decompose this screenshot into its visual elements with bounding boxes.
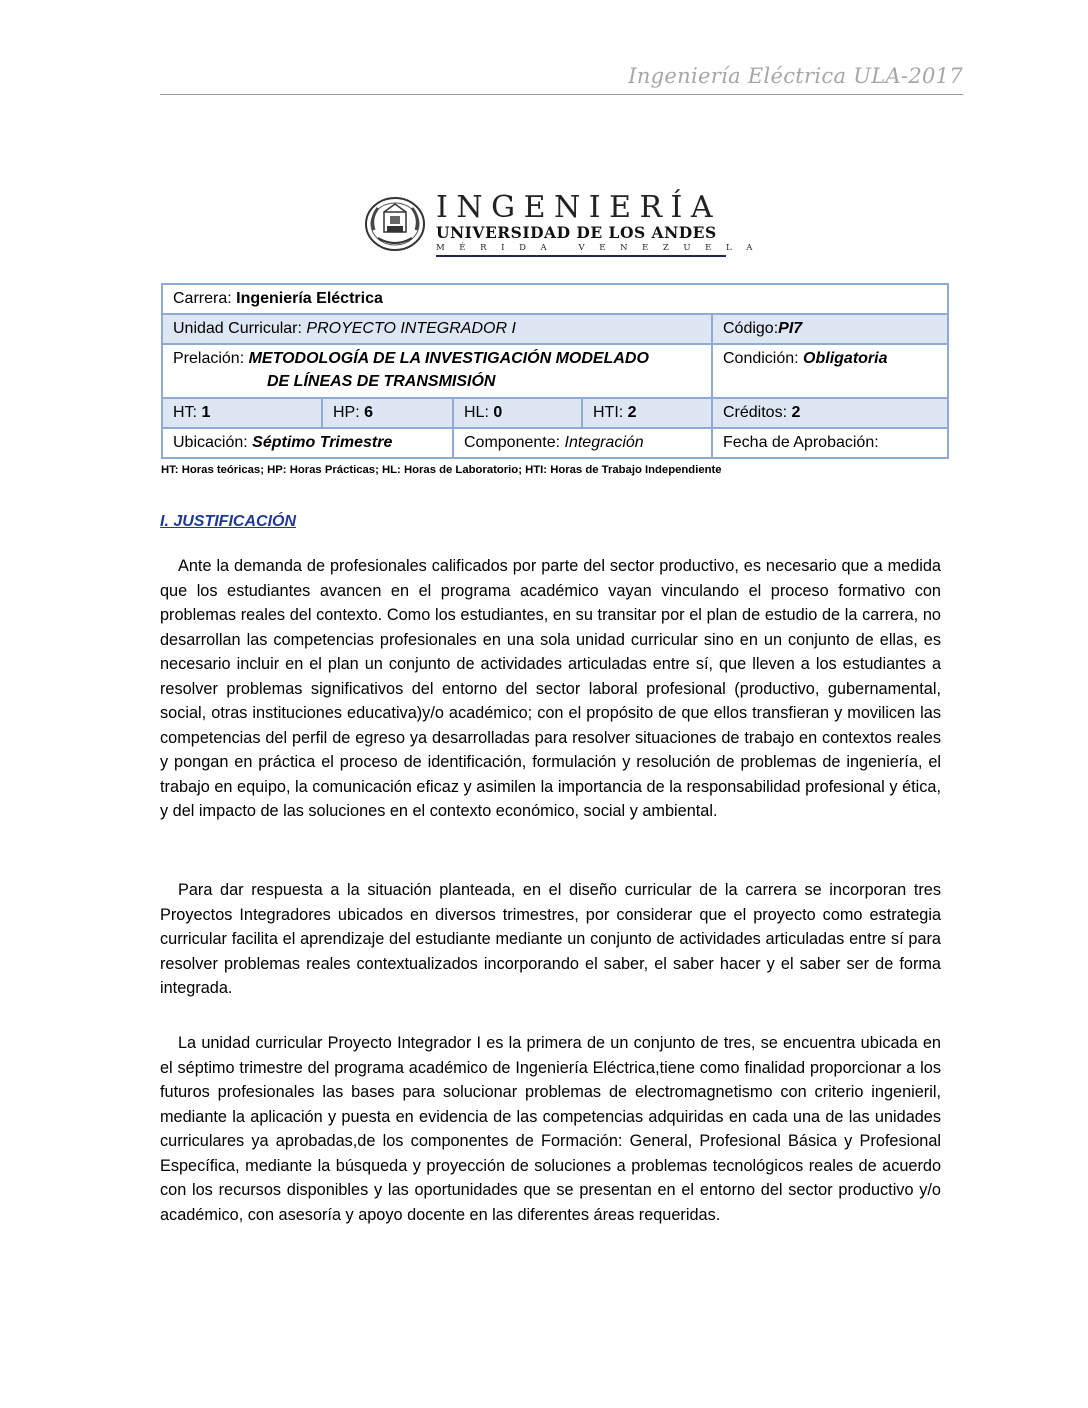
unidad-cell: Unidad Curricular: PROYECTO INTEGRADOR I — [162, 314, 712, 344]
paragraph: Ante la demanda de profesionales calificados por parte del sector productivo, es necesario que a medida que los estudiantes avancen en el programa académico vayan vinculando el proceso formativo con problemas reales del contexto. Como los estudiantes, en su transitar por el plan de estudio de la carrera, no desarrollan las competencias profesionales en una sola unidad curricular sino en un conjunto de ellas, es necesario incluir en el plan un conjunto de actividades articuladas entre sí, que lleven a los estudiantes a resolver problemas significativos del entorno del sector laboral profesional (productivo, gubernamental, social, otras instituciones educativa)y/o académico; con el propósito de que ellos transfieran y movilicen las competencias del perfil de egreso ya desarrolladas para resolver situaciones de trabajo en contextos reales y pongan en práctica el proceso de identificación, formulación y resolución de problemas de ingeniería, el trabajo en equipo, la comunicación eficaz y asimilen la importancia de la responsabilidad profesional y ética, y del impacto de las soluciones en el contexto económico, social y ambiental. — [160, 557, 941, 820]
codigo-cell: Código:PI7 — [712, 314, 948, 344]
hp-cell: HP: 6 — [322, 398, 453, 428]
logo-rule — [436, 255, 726, 257]
carrera-cell: Carrera: Ingeniería Eléctrica — [162, 284, 948, 314]
paragraph: La unidad curricular Proyecto Integrador I es la primera de un conjunto de tres, se encuentra ubicada en el séptimo trimestre del programa académico de Ingeniería Eléctrica,tiene como finalidad proporcionar a los futuros profesionales las bases para solucionar problemas de electromagnetismo con criterio ingenieril, mediante la aplicación y puesta en evidencia de las competencias adquiridas en cada una de las unidades curriculares ya aprobadas,de los componentes de Formación: General, Profesional Básica y Profesional Específica, mediante la búsqueda y proyección de soluciones a problemas tecnológicos reales de acuerdo con los recursos disponibles y las oportunidades que se presentan en el entorno del sector productivo y/o académico, con asesoría y apoyo docente en las diferentes áreas requeridas. — [160, 1034, 941, 1224]
ht-cell: HT: 1 — [162, 398, 322, 428]
componente-value: Integración — [564, 434, 644, 451]
unidad-value: PROYECTO INTEGRADOR I — [306, 320, 516, 337]
condicion-value: Obligatoria — [803, 350, 888, 367]
componente-cell: Componente: Integración — [453, 428, 712, 458]
condicion-cell: Condición: Obligatoria — [712, 344, 948, 398]
logo-location: MÉRIDA VENEZUELA — [436, 243, 767, 253]
logo-ingenieria: INGENIERÍA — [436, 190, 722, 225]
university-logo — [364, 190, 767, 258]
logo-universidad: UNIVERSIDAD DE LOS ANDES — [436, 223, 717, 242]
creditos-cell: Créditos: 2 — [712, 398, 948, 428]
prelacion-value-1: METODOLOGÍA DE LA INVESTIGACIÓN MODELADO — [248, 350, 649, 367]
header-rule — [160, 94, 963, 95]
course-info-table — [161, 283, 949, 459]
section-heading: I. JUSTIFICACIÓN — [160, 513, 297, 530]
ubicacion-value: Séptimo Trimestre — [252, 434, 393, 451]
prelacion-value-2: DE LÍNEAS DE TRANSMISIÓN — [267, 373, 496, 390]
codigo-value: PI7 — [778, 320, 803, 337]
table-legend: HT: Horas teóricas; HP: Horas Prácticas; HL: Horas de Laboratorio; HTI: Horas de Trabajo Independiente — [161, 464, 722, 476]
hti-cell: HTI: 2 — [582, 398, 712, 428]
fecha-cell: Fecha de Aprobación: — [712, 428, 948, 458]
ubicacion-cell: Ubicación: Séptimo Trimestre — [162, 428, 453, 458]
university-seal-icon — [364, 196, 426, 252]
prelacion-cell: Prelación: METODOLOGÍA DE LA INVESTIGACIÓN MODELADO DE LÍNEAS DE TRANSMISIÓN — [162, 344, 712, 398]
carrera-value: Ingeniería Eléctrica — [236, 290, 383, 307]
paragraph: Para dar respuesta a la situación planteada, en el diseño curricular de la carrera se incorporan tres Proyectos Integradores ubicados en diversos trimestres, por considerar que el proyecto como estrategia curricular facilita el aprendizaje del estudiante mediante un conjunto de actividades articuladas entre sí para resolver problemas reales contextualizados incorporando el saber, el saber hacer y el saber ser de forma integrada. — [160, 881, 941, 997]
running-header: Ingeniería Eléctrica ULA-2017 — [628, 64, 963, 88]
hl-cell: HL: 0 — [453, 398, 582, 428]
